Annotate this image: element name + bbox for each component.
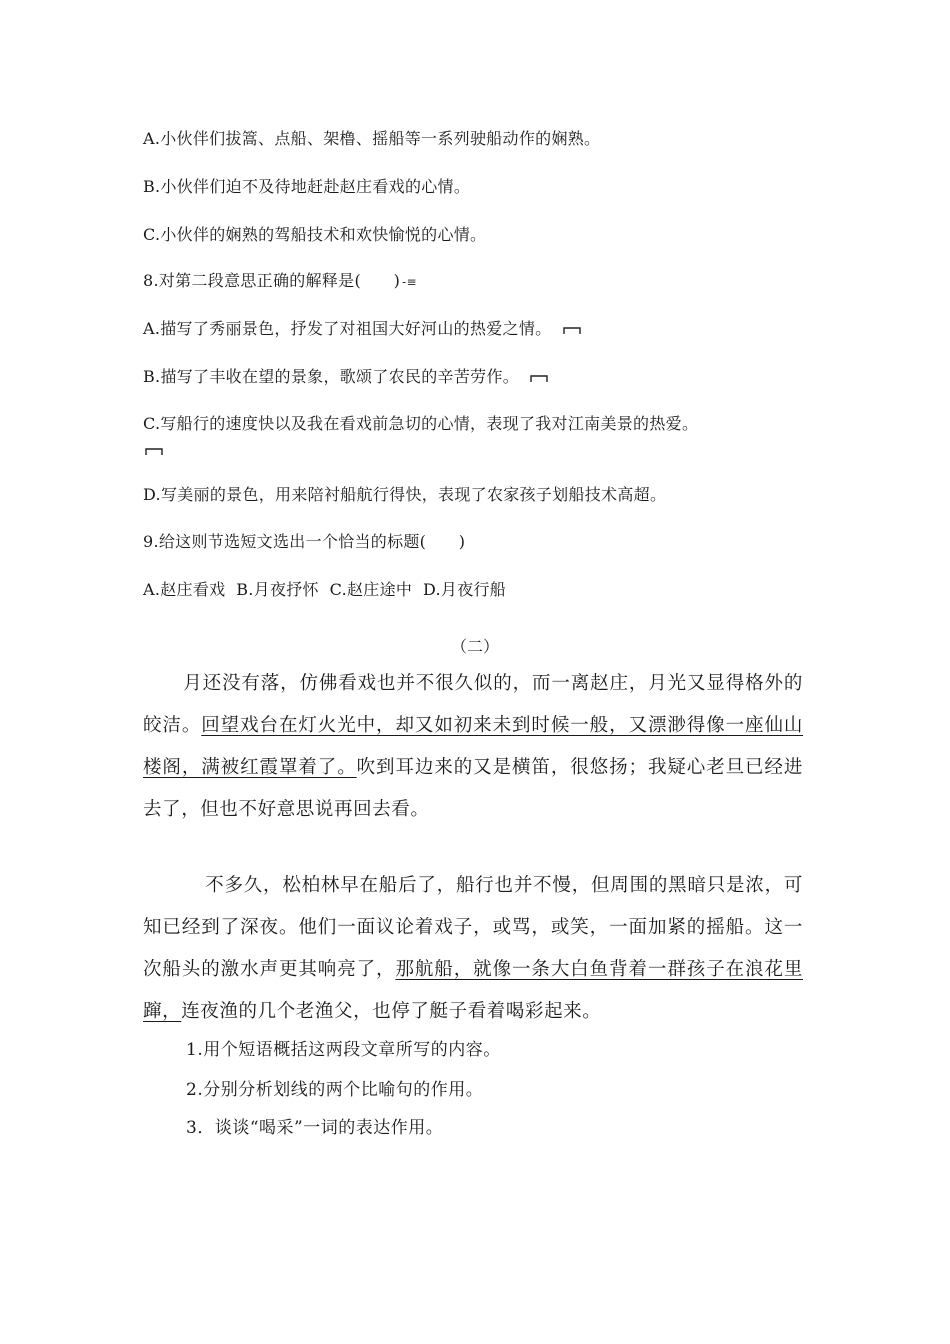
passage2-text-a: 不多久，松柏林早在船后了，船行也并不慢，但周围的黑暗只是浓，可知已经到了深夜。他们一面议论着戏子，或骂，或笑，一面加紧的摇船。这一次船头的激水声更其响亮了， — [143, 875, 803, 980]
question-3: 3．谈谈“喝采”一词的表达作用。 — [186, 1118, 444, 1138]
q8-stem: 8.对第二段意思正确的解释是( ) — [143, 271, 401, 290]
q8-option-a-line — [143, 316, 581, 339]
q7-option-b: B.小伙伴们迫不及待地赶赴赵庄看戏的心情。 — [143, 177, 471, 196]
q9-options: A.赵庄看戏 B.月夜抒怀 C.赵庄途中 D.月夜行船 — [143, 580, 507, 599]
q9-stem: 9.给这则节选短文选出一个恰当的标题( ) — [143, 532, 466, 551]
q7-option-c: C.小伙伴的娴熟的驾船技术和欢快愉悦的心情。 — [143, 225, 487, 244]
q7-option-a: A.小伙伴们拔篙、点船、架橹、摇船等一系列驶船动作的娴熟。 — [143, 129, 601, 148]
bracket-mark-icon — [530, 373, 548, 383]
passage2-text-b: 连夜渔的几个老渔父，也停了艇子看着喝彩起来。 — [181, 1001, 602, 1022]
question-2: 2.分别分析划线的两个比喻句的作用。 — [186, 1080, 484, 1100]
passage2-underlined-simile: 那航船，就像一条大白鱼背着一群孩子在浪花里蹿， — [143, 959, 803, 1022]
q8-stem-line — [143, 268, 417, 291]
q8-option-a: A.描写了秀丽景色，抒发了对祖国大好河山的热爱之情。 — [143, 319, 552, 338]
q8-option-b: B.描写了丰收在望的景象，歌颂了农民的辛苦劳作。 — [143, 367, 520, 386]
passage1-text-b: 吹到耳边来的又是横笛，很悠扬；我疑心老旦已经进去了，但也不好意思说再回去看。 — [143, 757, 803, 820]
passage1-underlined-simile: 回望戏台在灯火光中，却又如初来未到时候一般，又漂渺得像一座仙山楼阁，满被红霞罩着了。 — [143, 715, 803, 778]
passage-paragraph-1 — [143, 663, 803, 831]
passage-paragraph-2 — [143, 865, 803, 1033]
section-title: （二） — [450, 637, 499, 656]
bracket-mark-icon — [563, 325, 581, 335]
question-1: 1.用个短语概括这两段文章所写的内容。 — [186, 1040, 501, 1060]
q8-option-b-line — [143, 364, 548, 387]
q8-option-d: D.写美丽的景色，用来陪衬船航行得快，表现了农家孩子划船技术高超。 — [143, 485, 667, 504]
q8-option-c: C.写船行的速度快以及我在看戏前急切的心情，表现了我对江南美景的热爱。 — [143, 414, 699, 433]
passage1-text-a: 月还没有落，仿佛看戏也并不很久似的，而一离赵庄，月光又显得格外的皎洁。 — [143, 673, 803, 736]
bracket-mark-icon — [145, 446, 163, 456]
q8-stem-mark: -≡ — [402, 275, 417, 289]
